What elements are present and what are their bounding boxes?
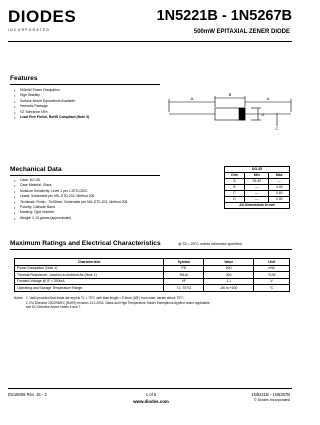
features-list: [14, 88, 164, 120]
table-row: [225, 197, 290, 203]
dim-cell: 0.60: [269, 191, 290, 197]
mechanical-item: • Terminals: Finish - Tin/Silver. Solderable per MIL-STD-202, Method 208: [14, 200, 164, 205]
mechanical-item: • Marking: Type Number: [14, 210, 164, 215]
document-number: DS18006 Rev. 15 - 2: [8, 392, 47, 397]
notes-block: [14, 296, 290, 310]
product-subtitle: 500mW EPITAXIAL ZENER DIODE: [193, 29, 290, 35]
rating-characteristic: Thermal Resistance, Junction to Ambient Air (Note 1): [15, 272, 164, 279]
rating-unit: °C/W: [254, 272, 290, 279]
mechanical-item: • Leads: Solderable per MIL-STD-202, Method 208: [14, 194, 164, 199]
footer-divider: [8, 388, 292, 389]
max-ratings-table: [14, 258, 290, 292]
dim-cell: C: [225, 191, 245, 197]
feature-item: • 500mW Power Dissipation: [14, 88, 164, 93]
features-divider: [10, 84, 160, 85]
page-number: 1 of 5: [145, 392, 157, 397]
mechanical-item: • Weight: 0.13 grams (approximate): [14, 216, 164, 221]
dim-cell: 2.00: [269, 197, 290, 203]
rating-value: 300: [204, 272, 254, 279]
dim-cell: —: [245, 191, 269, 197]
rating-value: 500: [204, 265, 254, 272]
header-unit: Unit: [254, 259, 290, 266]
rating-unit: mW: [254, 265, 290, 272]
header-symbol: Symbol: [164, 259, 204, 266]
feature-item: • Surface Mount Equivalents Available: [14, 99, 164, 104]
feature-item: • Hermetic Package: [14, 104, 164, 109]
max-ratings-condition: @ TA = 25°C unless otherwise specified: [178, 242, 242, 246]
dim-cell: —: [269, 179, 290, 185]
company-logo: [8, 8, 100, 36]
rating-symbol: TJ, TSTG: [164, 285, 204, 292]
mechanical-item: • Case: DO-35: [14, 178, 164, 183]
feature-item: • Lead Free Finish, RoHS Compliant (Note 3): [14, 115, 164, 120]
website-link[interactable]: www.diodes.com: [133, 399, 169, 404]
rating-unit: °C: [254, 285, 290, 292]
features-heading: Features: [10, 75, 38, 82]
mechanical-item: • Case Material: Glass: [14, 183, 164, 188]
dim-label-d: D: [261, 112, 265, 117]
logo-subtitle: INCORPORATED: [8, 28, 51, 32]
dim-cell: D: [225, 197, 245, 203]
table-row: [225, 185, 290, 191]
dim-label-b: B: [228, 92, 232, 97]
rating-value: 1.1: [204, 278, 254, 285]
diode-outline-drawing: [165, 88, 295, 136]
table-row: [225, 191, 290, 197]
dim-cell: 4.00: [269, 185, 290, 191]
copyright-text: © Diodes Incorporated: [253, 398, 290, 402]
header-divider: [8, 41, 292, 42]
rating-characteristic: Forward Voltage @ IF = 200mA: [15, 278, 164, 285]
dim-cell: —: [245, 185, 269, 191]
header-value: Value: [204, 259, 254, 266]
rating-symbol: RθJA: [164, 272, 204, 279]
rating-symbol: PD: [164, 265, 204, 272]
rating-unit: V: [254, 278, 290, 285]
dim-header-dim: Dim: [225, 173, 245, 179]
header-characteristic: Characteristic: [15, 259, 164, 266]
dim-label-c: C: [275, 126, 279, 131]
dim-label-a-right: A: [266, 96, 270, 101]
note-item: see EU Directive Annex Notes 5 and 7.: [26, 305, 82, 310]
dim-cell: 25.40: [245, 179, 269, 185]
dim-header-min: Min: [245, 173, 269, 179]
rating-characteristic: Power Dissipation (Note 1): [15, 265, 164, 272]
dim-cell: A: [225, 179, 245, 185]
logo-text: DIODES: [8, 7, 77, 26]
dimensions-footer: All Dimensions in mm: [225, 203, 290, 209]
rating-value: -65 to +200: [204, 285, 254, 292]
mechanical-divider: [10, 175, 160, 176]
note-item: 2. EU Directive 2002/95/EC (RoHS) revision 13.2.2003. Glass and High Temperature Solder Exemptions Applied where applicable,: [26, 300, 211, 305]
dim-cell: —: [245, 197, 269, 203]
dim-header-max: Max: [269, 173, 290, 179]
footer-part-range: 1N5221B - 1N5267B: [251, 392, 290, 397]
table-row: [15, 285, 290, 292]
dimensions-caption: DO-35: [225, 167, 290, 173]
table-row: [225, 179, 290, 185]
dimensions-table: [224, 166, 290, 209]
mechanical-item: • Polarity: Cathode Band: [14, 205, 164, 210]
feature-item: • VZ Tolerance ±5%: [14, 110, 164, 115]
note-item: 1. Valid provided that leads are kept at TL = 75°C with lead length = 9.5mm (3/8") from case; derate above 75°C.: [26, 296, 185, 300]
notes-label: Notes:: [14, 296, 24, 300]
mechanical-item: • Moisture Sensitivity: Level 1 per J-STD-020C: [14, 189, 164, 194]
mechanical-heading: Mechanical Data: [10, 166, 62, 173]
feature-item: • High Stability: [14, 93, 164, 98]
rating-characteristic: Operating and Storage Temperature Range: [15, 285, 164, 292]
rating-symbol: VF: [164, 278, 204, 285]
dim-cell: B: [225, 185, 245, 191]
max-ratings-divider: [10, 249, 292, 250]
max-ratings-heading: Maximum Ratings and Electrical Characteristics: [10, 240, 161, 247]
mechanical-list: [14, 178, 164, 221]
part-range-title: 1N5221B - 1N5267B: [156, 8, 292, 24]
dim-label-a-left: A: [190, 96, 194, 101]
